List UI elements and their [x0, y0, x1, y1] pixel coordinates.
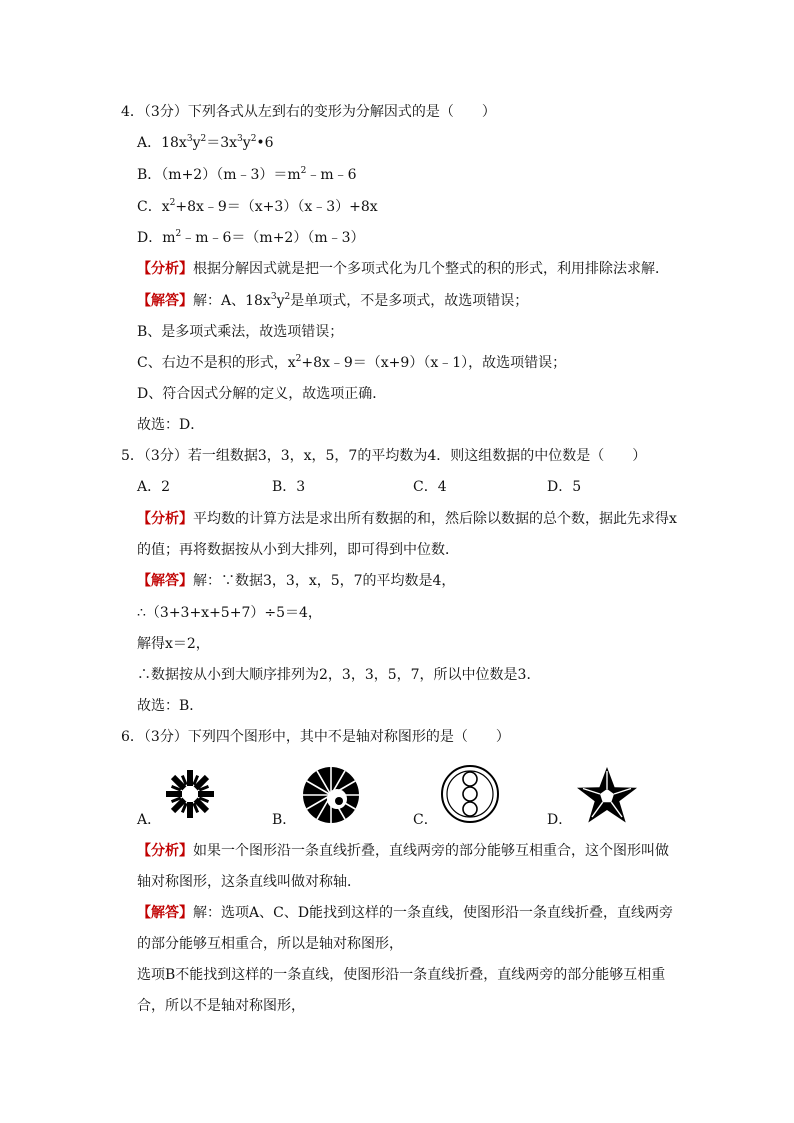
q5-answer-line-3: 解得x＝2， [137, 636, 210, 652]
q4-answer-line-1: 【解答】解：A、$18x^3y^2$是单项式，不是多项式，故选项错误； [137, 292, 529, 309]
q4-option-d: D．$m^2﹣m﹣6=(m+2)(m﹣3)$ [137, 229, 365, 246]
q6-stem: 6．（3分）下列四个图形中，其中不是轴对称图形的是（ ） [121, 729, 510, 745]
q5-stem: 5．（3分）若一组数据3，3，x，5，7的平均数为4．则这组数据的中位数是（ ） [121, 448, 647, 464]
q5-choose: 故选：B． [137, 698, 204, 714]
q5-answer-line-2: ∴（3+3+x+5+7）÷5＝4， [137, 605, 322, 621]
q4-answer-line-4: D、符合因式分解的定义，故选项正确． [137, 386, 387, 402]
q4-option-b: B．$(m+2)(m﹣3)=m^2﹣m﹣6$ [137, 166, 357, 183]
figure-d-label: D． [547, 812, 573, 828]
q5-option-b: B．3 [272, 479, 306, 495]
figure-a-label: A． [137, 812, 162, 828]
q5-answer-line-4: ∴数据按从小到大顺序排列为2，3，3，5，7，所以中位数是3． [137, 667, 541, 683]
q5-analysis-line-1: 【分析】平均数的计算方法是求出所有数据的和，然后除以数据的总个数，据此先求得x [137, 511, 677, 527]
q4-answer-line-3: C、右边不是积的形式，$x^2+8x﹣9=(x+9)(x﹣1)$，故选项错误； [137, 354, 567, 371]
q5-analysis-line-2: 的值；再将数据按从小到大排列，即可得到中位数． [137, 542, 459, 558]
q6-answer-line-4: 合，所以不是轴对称图形， [137, 998, 305, 1014]
q4-answer-line-2: B、是多项式乘法，故选项错误； [137, 324, 344, 340]
figure-d-star [574, 765, 640, 825]
q6-analysis-line-1: 【分析】如果一个图形沿一条直线折叠，直线两旁的部分能够互相重合，这个图形叫做 [137, 843, 669, 859]
q4-choose: 故选：D． [137, 417, 205, 433]
q5-answer-line-1: 【解答】解：∵数据3，3，x，5，7的平均数是4， [137, 573, 456, 589]
q5-option-c: C．4 [413, 479, 447, 495]
figure-b-sunburst [301, 765, 361, 825]
q5-option-a: A．2 [137, 479, 171, 495]
q6-answer-line-2: 的部分能够互相重合，所以是轴对称图形， [137, 936, 403, 952]
q4-stem: 4．（3分）下列各式从左到右的变形为分解因式的是（ ） [121, 104, 496, 120]
figure-a-emblem [164, 768, 216, 820]
q6-analysis-line-2: 轴对称图形，这条直线叫做对称轴． [137, 874, 361, 890]
figure-b-label: B． [272, 812, 297, 828]
q6-answer-line-1: 【解答】解：选项A、C、D能找到这样的一条直线，使图形沿一条直线折叠，直线两旁 [137, 905, 674, 921]
figure-c-circles [440, 764, 500, 824]
q4-analysis: 【分析】根据分解因式就是把一个多项式化为几个整式的积的形式，利用排除法求解． [137, 261, 669, 277]
q4-option-c: C．$x^2+8x﹣9=(x+3)(x﹣3)+8x$ [137, 198, 378, 215]
figure-c-label: C． [413, 812, 438, 828]
q6-answer-line-3: 选项B不能找到这样的一条直线，使图形沿一条直线折叠，直线两旁的部分能够互相重 [137, 967, 666, 983]
q5-option-d: D．5 [547, 479, 582, 495]
q4-option-a: A．$18x^3y^2=3x^3y^2•6$ [137, 134, 274, 151]
